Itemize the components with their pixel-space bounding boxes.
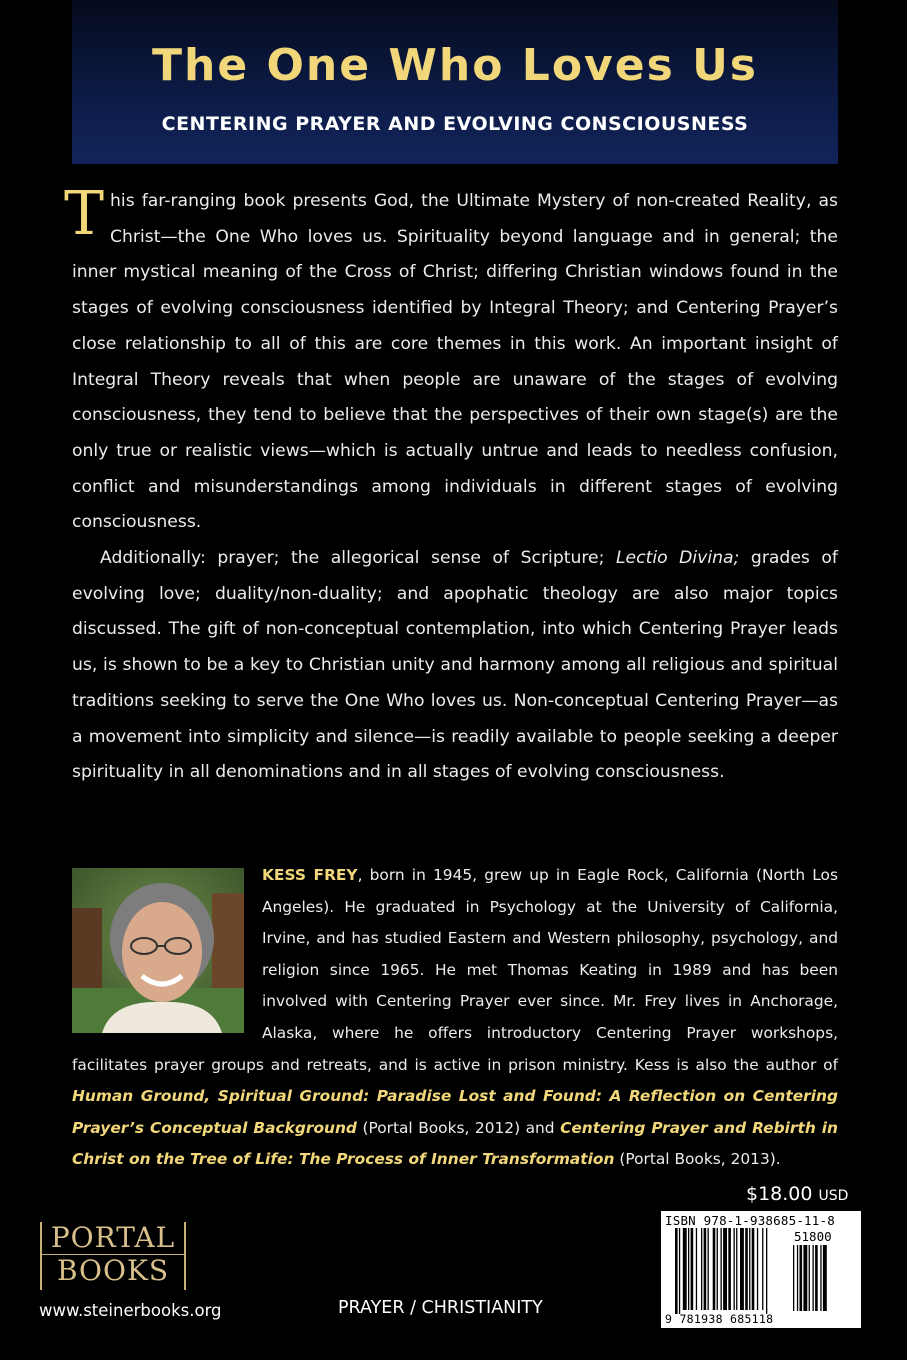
price-label: $18.00 USD	[746, 1183, 849, 1205]
book-subtitle: CENTERING PRAYER AND EVOLVING CONSCIOUSNESS	[161, 113, 749, 135]
isbn-number: ISBN 978-1-938685-11-8	[665, 1213, 835, 1228]
description-paragraph-2: Additionally: prayer; the allegorical sense of Scripture; Lectio Divina; grades of evolving love; duality/non-duality; and apophatic theology are also major topics discussed. The gift of non-conceptual contemplation, into which Centering Prayer leads us, is shown to be a key to Christian unity and harmony among all religious and spiritual traditions seeking to serve the One Who loves us. Non-conceptual Centering Prayer—as a movement into simplicity and silence—is readily available to people seeking a deeper spirituality in all denominations and in all stages of evolving consciousness.	[72, 548, 838, 783]
book-description	[64, 179, 838, 791]
barcode-price-code: 51800	[794, 1229, 832, 1244]
isbn-barcode	[661, 1211, 861, 1328]
drop-cap: T	[64, 179, 105, 249]
author-bio: KESS FREY, born in 1945, grew up in Eagle Rock, California (North Los Angeles). He graduated in Psychology at the University of California, Irvine, and has studied Eastern and Western philosophy, psychology, and religion since 1965. He met Thomas Keating in 1989 and has been involved with Centering Prayer ever since. Mr. Frey lives in Anchorage, Alaska, where he offers introductory Centering Prayer workshops, facilitates prayer groups and retreats, and is active in prison ministry. Kess is also the author of Human Ground, Spiritual Ground: Paradise Lost and Found: A Reflection on Centering Prayer’s Conceptual Background (Portal Books, 2012) and Centering Prayer and Rebirth in Christ on the Tree of Life: The Process of Inner Transformation (Portal Books, 2013).	[72, 866, 838, 1169]
publisher-logo: PORTAL BOOKS	[40, 1222, 186, 1290]
book-reference-2: Centering Prayer and Rebirth in Christ on the Tree of Life: The Process of Inner Transformation	[72, 1118, 838, 1169]
book-reference-1: Human Ground, Spiritual Ground: Paradise Lost and Found: A Reflection on Centering Prayer’s Conceptual Background	[72, 1087, 838, 1137]
book-category: PRAYER / CHRISTIANITY	[338, 1298, 543, 1318]
barcode-digits: 9 781938 685118	[665, 1312, 774, 1326]
book-title: The One Who Loves Us	[151, 40, 758, 91]
author-name: KESS FREY	[262, 866, 358, 884]
title-banner	[72, 0, 838, 164]
barcode-bars	[661, 1211, 861, 1328]
publisher-website: www.steinerbooks.org	[39, 1301, 222, 1320]
description-paragraph-1: This far-ranging book presents God, the Ultimate Mystery of non-created Reality, as Christ—the One Who loves us. Spirituality beyond language and in general; the inner mystical meaning of the Cross of Christ; differing Christian windows found in the stages of evolving consciousness identified by Integral Theory; and Centering Prayer’s close relationship to all of this are core themes in this work. An important insight of Integral Theory reveals that when people are unaware of the stages of evolving consciousness, they tend to believe that the perspectives of their own stage(s) are the only true or realistic views—which is actually untrue and leads to needless confusion, conflict and misunderstandings among individuals in different stages of evolving consciousness.	[64, 179, 838, 533]
